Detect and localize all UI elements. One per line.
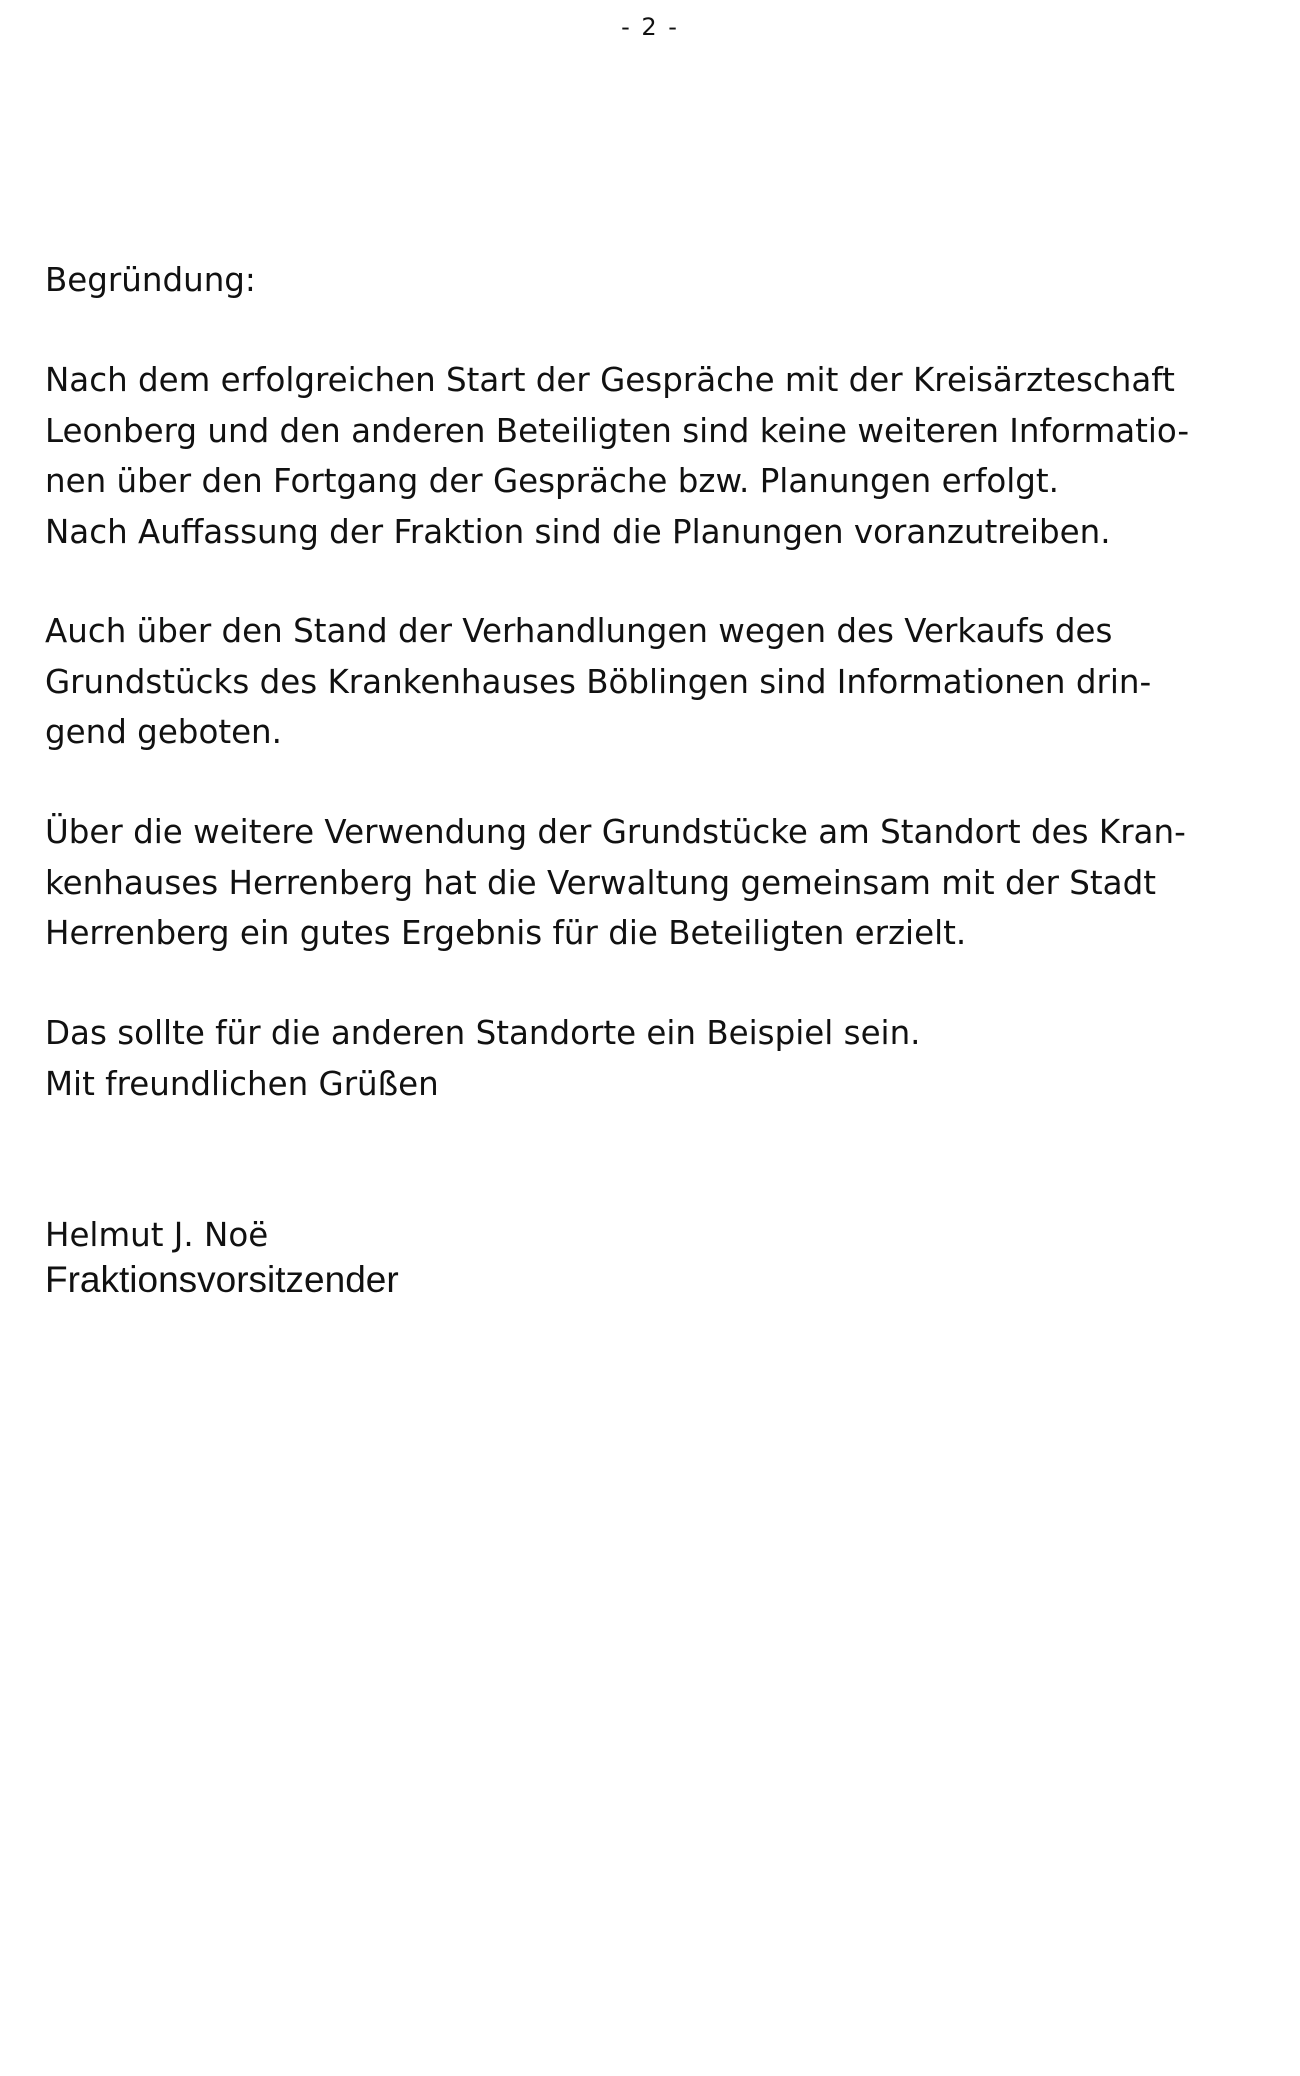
signer-title: Fraktionsvorsitzender — [45, 1259, 399, 1300]
paragraph-line: Auch über den Stand der Verhandlungen wegen des Verkaufs des — [45, 612, 1113, 650]
paragraph-line: kenhauses Herrenberg hat die Verwaltung gemeinsam mit der Stadt — [45, 863, 1156, 902]
paragraph-2 — [45, 606, 1255, 758]
heading-line: Begründung: — [45, 261, 256, 299]
signature-block — [45, 1210, 1255, 1261]
paragraph-line: gend geboten. — [45, 713, 282, 751]
paragraph-1 — [45, 355, 1255, 557]
page-number: - 2 - — [621, 13, 679, 41]
paragraph-line: Nach Auffassung der Fraktion sind die Planungen voranzutreiben. — [45, 512, 1111, 551]
paragraph-line: nen über den Fortgang der Gespräche bzw. Planungen erfolgt. — [45, 462, 1060, 500]
paragraph-line: Das sollte für die anderen Standorte ein Beispiel sein. — [45, 1014, 921, 1052]
closing-paragraph — [45, 1008, 1255, 1109]
section-heading — [45, 255, 1255, 306]
paragraph-line: Grundstücks des Krankenhauses Böblingen sind Informationen drin- — [45, 662, 1152, 701]
paragraph-3 — [45, 807, 1255, 959]
closing-salutation: Mit freundlichen Grüßen — [45, 1064, 439, 1103]
paragraph-line: Leonberg und den anderen Beteiligten sind keine weiteren Informatio- — [45, 411, 1190, 450]
paragraph-line: Über die weitere Verwendung der Grundstücke am Standort des Kran- — [45, 813, 1186, 851]
paragraph-line: Herrenberg ein gutes Ergebnis für die Beteiligten erzielt. — [45, 914, 967, 952]
signer-name: Helmut J. Noë — [45, 1216, 269, 1254]
paragraph-line: Nach dem erfolgreichen Start der Gespräche mit der Kreisärzteschaft — [45, 361, 1175, 399]
